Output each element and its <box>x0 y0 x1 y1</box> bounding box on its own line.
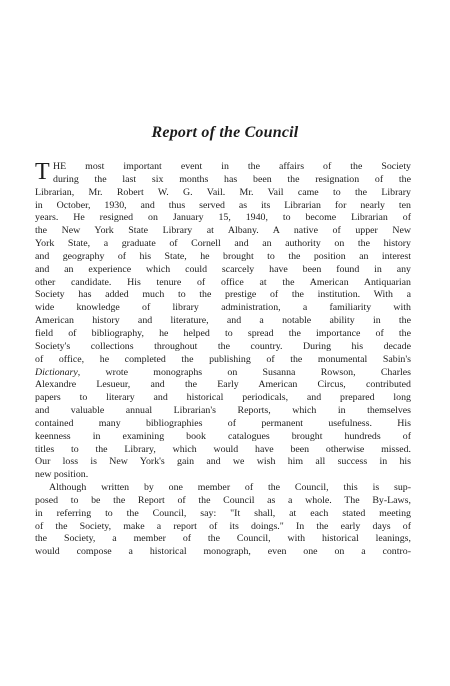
text-line: Librarian, Mr. Robert W. G. Vail. Mr. Vail came to the Library <box>35 186 411 198</box>
page-title: Report of the Council <box>151 124 299 141</box>
text-line: Society's collections throughout the country. During his decade <box>35 340 411 352</box>
text-line: posed to be the Report of the Council as a whole. The By-Laws, <box>35 494 411 506</box>
paragraph-1 <box>35 161 411 482</box>
text-line: would compose a historical monograph, even one on a contro- <box>35 546 411 558</box>
text-line-italic-start <box>35 367 411 380</box>
text-line: of office, he completed the publishing of the monumental Sabin's <box>35 353 411 365</box>
text-line: years. He resigned on January 15, 1940, to become Librarian of <box>35 212 411 224</box>
italic-title: Dictionary <box>35 366 78 378</box>
text-line: Society has added much to the prestige of the institution. With a <box>35 289 411 301</box>
text-line: York State, a graduate of Cornell and an authority on the history <box>35 238 411 250</box>
text-line: during the last six months has been the resignation of the <box>53 173 411 185</box>
text-line: HE most important event in the affairs of the Society <box>53 161 411 172</box>
text-line: in referring to the Council, say: "It shall, at each stated meeting <box>35 507 411 519</box>
text-line-rest: , wrote monographs on Susanna Rowson, Charles <box>77 366 411 378</box>
text-line: of the Society, make a report of its doings." In the early days of <box>35 520 411 532</box>
text-line: Alexandre Lesueur, and the Early American Circus, contributed <box>35 379 411 391</box>
text-line: titles to the Library, which would have been otherwise missed. <box>35 443 411 455</box>
text-line: keenness in examining book catalogues brought hundreds of <box>35 430 411 442</box>
text-line: field of bibliography, he helped to spread the importance of the <box>35 327 411 339</box>
text-line: and an experience which could scarcely have been found in any <box>35 263 411 275</box>
text-line: and geography of his State, he brought to the position an interest <box>35 250 411 262</box>
text-line: the Society, a member of the Council, with historical leanings, <box>35 533 411 545</box>
paragraph-2 <box>35 482 411 559</box>
text-line: contained many bibliographies of permanent usefulness. His <box>35 417 411 429</box>
drop-cap: T <box>35 159 50 185</box>
text-line: Although written by one member of the Council, this is sup- <box>49 482 411 494</box>
text-line: the New York State Library at Albany. A native of upper New <box>35 225 411 237</box>
text-line: new position. <box>35 469 89 481</box>
text-line: and valuable annual Librarian's Reports, which in themselves <box>35 405 411 417</box>
report-body <box>35 161 411 559</box>
text-line: papers to literary and historical periodicals, and prepared long <box>35 392 411 404</box>
text-line: wide knowledge of library administration, a familiarity with <box>35 302 411 314</box>
text-line: Our loss is New York's gain and we wish him all success in his <box>35 456 411 468</box>
text-line: in October, 1930, and thus served as its Librarian for nearly ten <box>35 199 411 211</box>
text-line: American history and literature, and a notable ability in the <box>35 315 411 327</box>
text-line: other candidate. His tenure of office at the American Antiquarian <box>35 276 411 288</box>
